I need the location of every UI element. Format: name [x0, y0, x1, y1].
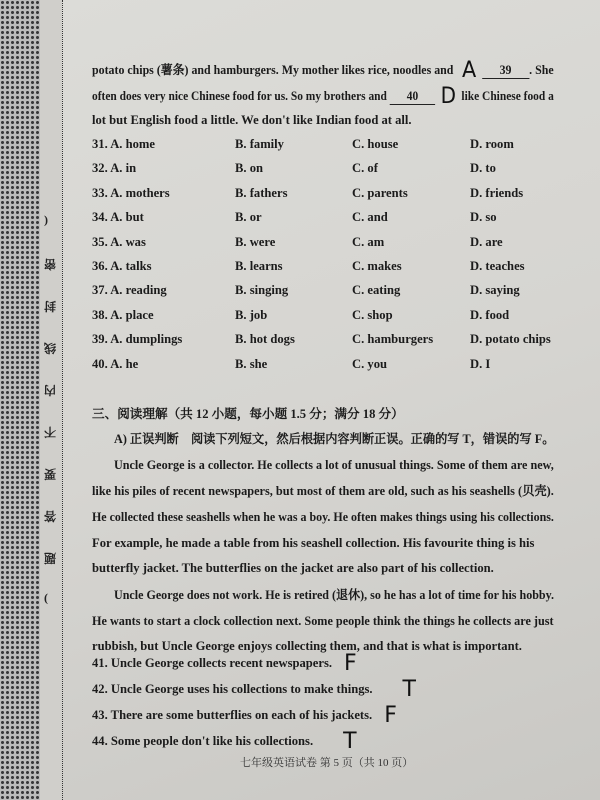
- option-b[interactable]: B. were: [235, 234, 276, 249]
- option-a[interactable]: 40. A. he: [92, 356, 139, 371]
- margin-char: 答: [44, 509, 57, 523]
- tf-question: [92, 703, 403, 728]
- option-a[interactable]: 34. A. but: [92, 210, 144, 225]
- option-c[interactable]: C. am: [352, 234, 385, 249]
- margin-char: 不: [44, 425, 57, 439]
- passage-line: He collected these seashells when he was a boy. He often makes things using his collections.: [92, 510, 554, 524]
- page-footer: 七年级英语试卷 第 5 页（共 10 页）: [240, 757, 414, 769]
- option-c[interactable]: C. eating: [352, 283, 401, 298]
- tf-question-text: 44. Some people don't like his collections.: [92, 733, 314, 748]
- passage-line: He wants to start a clock collection next. Some people think the things he collects are just: [92, 614, 554, 628]
- option-d[interactable]: D. friends: [470, 185, 524, 200]
- handwritten-answer: F: [344, 651, 357, 676]
- option-c[interactable]: C. you: [352, 356, 387, 371]
- option-b[interactable]: B. on: [235, 161, 263, 176]
- option-d[interactable]: D. room: [470, 137, 514, 151]
- cloze-line-1: [92, 58, 554, 83]
- tf-question-text: 41. Uncle George collects recent newspapers.: [92, 655, 333, 670]
- option-a[interactable]: 39. A. dumplings: [92, 332, 183, 347]
- option-c[interactable]: C. makes: [352, 259, 402, 273]
- option-b[interactable]: B. fathers: [235, 185, 288, 200]
- option-c[interactable]: C. house: [352, 137, 399, 151]
- margin-char: 密: [44, 257, 57, 271]
- text: like Chinese food a: [461, 88, 554, 103]
- option-d[interactable]: D. so: [470, 210, 497, 225]
- option-a[interactable]: 32. A. in: [92, 161, 137, 176]
- margin-char: 题: [44, 551, 57, 565]
- tf-question-text: 42. Uncle George uses his collections to make things.: [92, 681, 373, 696]
- option-a[interactable]: 38. A. place: [92, 307, 154, 322]
- binding-margin: [40, 0, 62, 800]
- option-d[interactable]: D. saying: [470, 283, 520, 298]
- handwritten-answer: T: [402, 677, 416, 702]
- option-c[interactable]: C. parents: [352, 185, 408, 200]
- passage-line: Uncle George does not work. He is retired (退休), so he has a lot of time for his hobby.: [114, 588, 554, 602]
- seal-line: [62, 0, 63, 800]
- margin-char: (: [44, 215, 48, 229]
- passage-line: rubbish, but Uncle George enjoys collecting them, and that is what is important.: [92, 639, 522, 653]
- text: . She: [529, 62, 554, 77]
- option-a[interactable]: 36. A. talks: [92, 259, 152, 273]
- passage-line: butterfly jacket. The butterflies on the jacket are also part of his collection.: [92, 561, 494, 575]
- option-a[interactable]: 33. A. mothers: [92, 185, 170, 200]
- option-d[interactable]: D. are: [470, 234, 503, 249]
- passage-line: like his piles of recent newspapers, but most of them are old, such as his seashells (贝壳).: [92, 484, 554, 498]
- option-b[interactable]: B. job: [235, 307, 268, 322]
- option-c[interactable]: C. and: [352, 210, 388, 225]
- option-a[interactable]: 37. A. reading: [92, 283, 167, 298]
- blank-39[interactable]: 39: [482, 63, 529, 79]
- option-d[interactable]: D. food: [470, 307, 510, 322]
- margin-char: ): [44, 593, 48, 607]
- binding-pattern-strip: [0, 0, 40, 800]
- text: potato chips (薯条) and hamburgers. My mother likes rice, noodles and: [92, 62, 454, 77]
- option-c[interactable]: C. of: [352, 161, 378, 176]
- option-a[interactable]: 31. A. home: [92, 137, 155, 151]
- tf-question-text: 43. There are some butterflies on each of his jackets.: [92, 707, 373, 722]
- section-instruction: A) 正误判断 阅读下列短文，然后根据内容判断正误。正确的写 T，错误的写 F。: [114, 432, 555, 446]
- tf-question: [92, 729, 363, 754]
- cloze-line-3: lot but English food a little. We don't like Indian food at all.: [92, 113, 412, 127]
- option-b[interactable]: B. family: [235, 137, 284, 151]
- section-heading: 三、阅读理解（共 12 小题，每小题 1.5 分；满分 18 分）: [92, 407, 404, 421]
- option-c[interactable]: C. shop: [352, 307, 393, 322]
- blank-40[interactable]: 40: [390, 89, 435, 105]
- passage-line: For example, he made a table from his seashell collection. His favourite thing is his: [92, 536, 535, 550]
- handwritten-answer-39: A: [462, 58, 477, 83]
- passage-line: Uncle George is a collector. He collects a lot of unusual things. Some of them are new,: [114, 458, 554, 472]
- option-d[interactable]: D. to: [470, 161, 496, 176]
- option-c[interactable]: C. hamburgers: [352, 332, 434, 347]
- option-d[interactable]: D. I: [470, 356, 491, 371]
- option-d[interactable]: D. potato chips: [470, 332, 551, 347]
- tf-question: [92, 651, 363, 676]
- option-b[interactable]: B. singing: [235, 283, 289, 298]
- option-b[interactable]: B. she: [235, 356, 268, 371]
- option-a[interactable]: 35. A. was: [92, 234, 146, 249]
- option-b[interactable]: B. learns: [235, 259, 283, 273]
- handwritten-answer: F: [384, 703, 397, 728]
- margin-char: 要: [44, 467, 57, 481]
- margin-char: 线: [44, 341, 57, 355]
- option-b[interactable]: B. or: [235, 210, 262, 225]
- option-b[interactable]: B. hot dogs: [235, 332, 295, 347]
- margin-char: 内: [44, 383, 57, 397]
- handwritten-answer: T: [343, 729, 357, 754]
- tf-question: [92, 677, 422, 702]
- text: often does very nice Chinese food for us. So my brothers and: [92, 88, 387, 103]
- margin-char: 封: [44, 299, 57, 313]
- option-d[interactable]: D. teaches: [470, 259, 525, 273]
- handwritten-answer-40: D: [440, 84, 456, 109]
- cloze-line-2: [92, 84, 554, 109]
